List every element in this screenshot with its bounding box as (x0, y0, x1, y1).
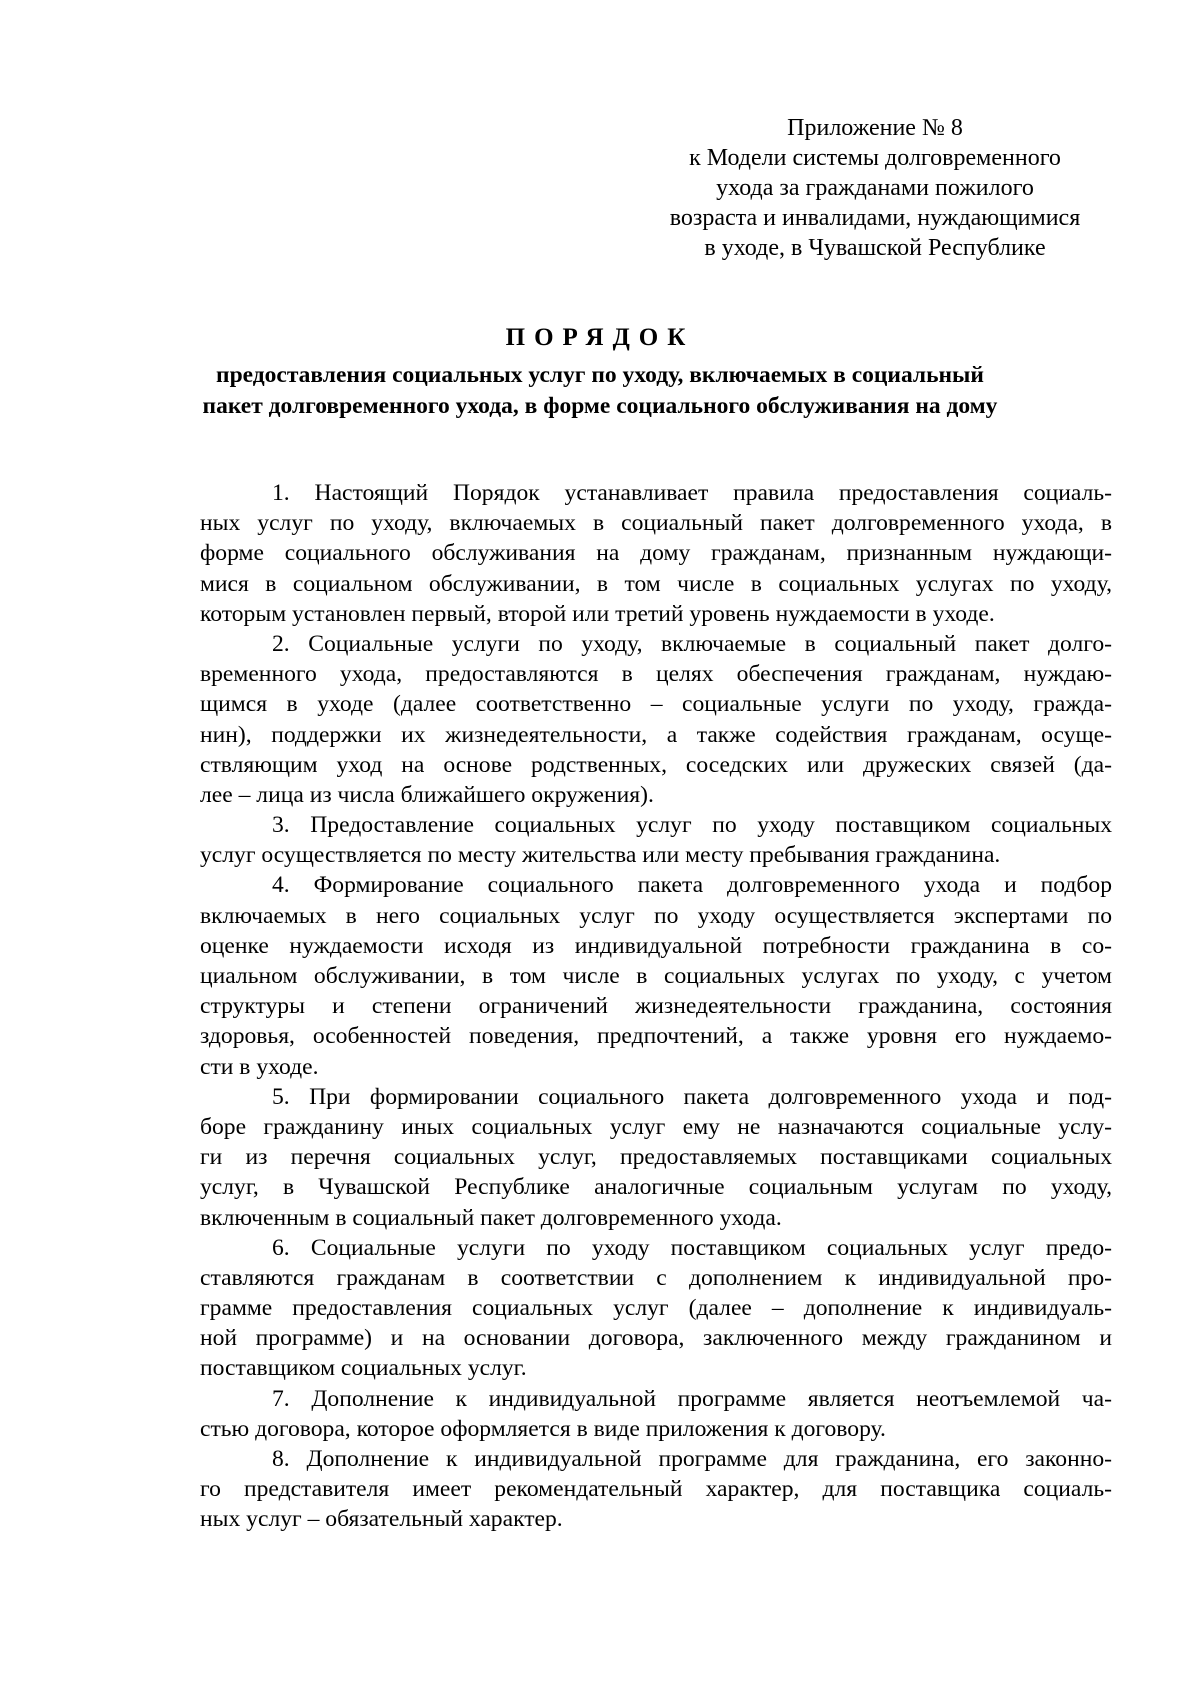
appendix-header (640, 113, 1110, 263)
paragraph (200, 1444, 1112, 1535)
paragraph-line: которым установлен первый, второй или третий уровень нуждаемости в уходе. (200, 600, 995, 627)
paragraph-line: ной программе) и на основании договора, заключенного между гражданином и (200, 1325, 1112, 1352)
paragraph-line: мися в социальном обслуживании, в том числе в социальных услугах по уходу, (200, 570, 1112, 597)
paragraph-line: ставляются гражданам в соответствии с дополнением к индивидуальной про- (200, 1264, 1112, 1291)
paragraph-line: грамме предоставления социальных услуг (далее – дополнение к индивидуаль- (200, 1295, 1112, 1322)
paragraph-line: поставщиком социальных услуг. (200, 1355, 527, 1382)
appendix-line: возраста и инвалидами, нуждающимися (669, 205, 1081, 231)
paragraph-line: циальном обслуживании, в том числе в социальных услугах по уходу, с учетом (200, 963, 1112, 989)
paragraph (200, 870, 1112, 1081)
document-subtitle (100, 360, 1100, 422)
paragraph-line: 3. Предоставление социальных услуг по уходу поставщиком социальных (272, 812, 1112, 839)
paragraph-line: оценке нуждаемости исходя из индивидуальной потребности гражданина в со- (200, 932, 1112, 959)
paragraph-line: 7. Дополнение к индивидуальной программе является неотъемлемой ча- (272, 1385, 1112, 1412)
appendix-line: к Модели системы долговременного (689, 145, 1061, 171)
paragraph-line: щимся в уходе (далее соответственно – социальные услуги по уходу, гражда- (200, 691, 1112, 718)
paragraph-line: временного ухода, предоставляются в целях обеспечения гражданам, нуждаю- (200, 661, 1112, 688)
paragraph-line: го представителя имеет рекомендательный характер, для поставщика социаль- (200, 1476, 1112, 1503)
paragraph-line: здоровья, особенностей поведения, предпочтений, а также уровня его нуждаемо- (200, 1023, 1112, 1050)
paragraph (200, 1384, 1112, 1444)
paragraph-line: боре гражданину иных социальных услуг ему не назначаются социальные услу- (200, 1113, 1112, 1140)
paragraph-line: ги из перечня социальных услуг, предоставляемых поставщиками социальных (200, 1144, 1112, 1171)
paragraph-line: 4. Формирование социального пакета долговременного ухода и подбор (272, 872, 1112, 899)
paragraph (200, 1233, 1112, 1384)
paragraph-line: услуг осуществляется по месту жительства или месту пребывания гражданина. (200, 842, 1001, 869)
paragraph-line: ствляющим уход на основе родственных, соседских или дружеских связей (да- (200, 751, 1112, 778)
appendix-line: Приложение № 8 (787, 115, 963, 141)
paragraph-line: 2. Социальные услуги по уходу, включаемые в социальный пакет долго- (272, 630, 1112, 657)
paragraph-line: включаемых в него социальных услуг по уходу осуществляется экспертами по (200, 902, 1112, 929)
document-title: ПОРЯДОК (505, 324, 695, 351)
paragraph (200, 810, 1112, 870)
appendix-line: ухода за гражданами пожилого (716, 175, 1034, 201)
paragraph-line: включенным в социальный пакет долговременного ухода. (200, 1204, 782, 1231)
paragraph-line: нин), поддержки их жизнедеятельности, а также содействия гражданам, осуще- (200, 721, 1112, 748)
subtitle-line: пакет долговременного ухода, в форме социального обслуживания на дому (202, 393, 998, 419)
paragraph-line: форме социального обслуживания на дому гражданам, признанным нуждающи- (200, 540, 1112, 567)
document-body (200, 478, 1112, 1535)
paragraph-line: сти в уходе. (200, 1053, 319, 1080)
paragraph (200, 1082, 1112, 1233)
paragraph-line: 6. Социальные услуги по уходу поставщиком социальных услуг предо- (272, 1234, 1112, 1261)
paragraph-line: стью договора, которое оформляется в виде приложения к договору. (200, 1415, 886, 1442)
paragraph-line: ных услуг по уходу, включаемых в социальный пакет долговременного ухода, в (200, 510, 1112, 537)
paragraph-line: 1. Настоящий Порядок устанавливает правила предоставления социаль- (272, 480, 1112, 506)
paragraph-line: 5. При формировании социального пакета долговременного ухода и под- (272, 1083, 1112, 1110)
paragraph-line: лее – лица из числа ближайшего окружения). (200, 781, 654, 808)
paragraph-line: 8. Дополнение к индивидуальной программе для гражданина, его законно- (272, 1446, 1112, 1472)
paragraph (200, 478, 1112, 629)
paragraph-line: услуг, в Чувашской Республике аналогичные социальным услугам по уходу, (200, 1174, 1112, 1201)
subtitle-line: предоставления социальных услуг по уходу, включаемых в социальный (216, 362, 984, 388)
paragraph-line: ных услуг – обязательный характер. (200, 1506, 563, 1533)
paragraph-line: структуры и степени ограничений жизнедеятельности гражданина, состояния (200, 993, 1112, 1020)
appendix-line: в уходе, в Чувашской Республике (704, 235, 1046, 261)
paragraph (200, 629, 1112, 810)
